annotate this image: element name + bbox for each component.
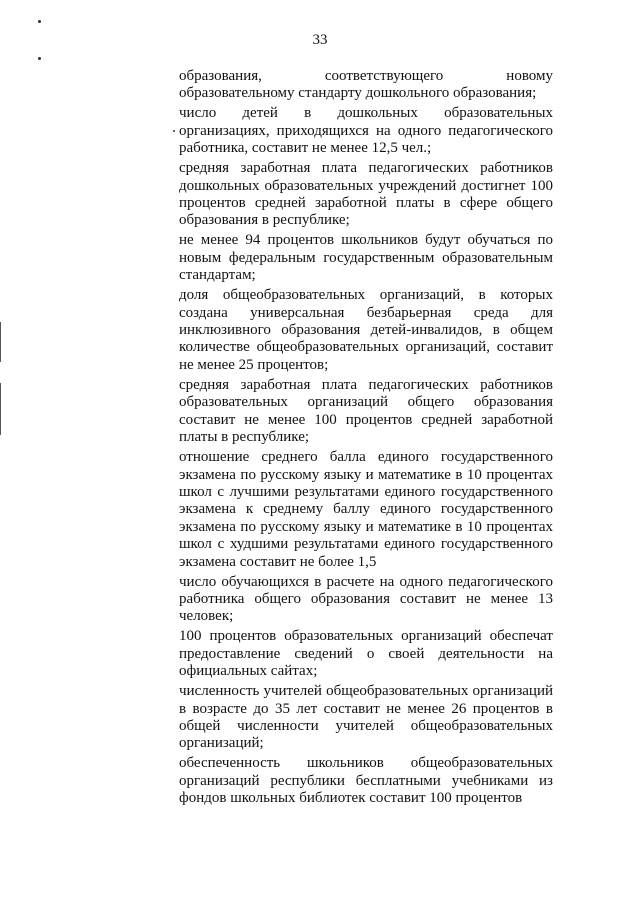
paragraph: отношение среднего балла единого государственного экзамена по русскому языку и математике в 10 процентах школ с лучшими результатами единого государственного экзамена к среднему баллу единого государственного экзамена по русскому языку и математике в 10 процентах школ с худшими результатами единого государственного экзамена составит не более 1,5 xyxy=(179,449,553,570)
paragraph: 100 процентов образовательных организаций обеспечат предоставление сведений о своей деятельности на официальных сайтах; xyxy=(179,628,553,680)
paragraph: доля общеобразовательных организаций, в которых создана универсальная безбарьерная среда для инклюзивного образования детей-инвалидов, в общем количестве общеобразовательных организаций, составит не менее 25 процентов; xyxy=(179,287,553,373)
scan-dot xyxy=(173,130,175,132)
paragraph: численность учителей общеобразовательных организаций в возрасте до 35 лет составит не менее 26 процентов в общей численности учителей общеобразовательных организаций; xyxy=(179,683,553,752)
paragraph: обеспеченность школьников общеобразовательных организаций республики бесплатными учебниками из фондов школьных библиотек составит 100 процентов xyxy=(179,755,553,807)
page-number: 33 xyxy=(312,32,328,48)
scan-edge-line xyxy=(0,322,1,362)
scan-dot xyxy=(38,57,41,60)
paragraph: образования, соответствующего новому образовательному стандарту дошкольного образования; xyxy=(179,68,553,102)
paragraph: средняя заработная плата педагогических работников образовательных организаций общего образования составит не менее 100 процентов средней заработной платы в республике; xyxy=(179,376,553,446)
paragraph: число обучающихся в расчете на одного педагогического работника общего образования составит не менее 13 человек; xyxy=(179,573,553,625)
scan-dot xyxy=(38,20,41,23)
paragraph: средняя заработная плата педагогических работников дошкольных образовательных учреждений достигнет 100 процентов средней заработной платы в сфере общего образования в республике; xyxy=(179,160,553,229)
paragraph: не менее 94 процентов школьников будут обучаться по новым федеральным государственным образовательным стандартам; xyxy=(179,232,553,284)
document-body xyxy=(179,68,553,810)
paragraph: число детей в дошкольных образовательных организациях, приходящихся на одного педагогического работника, составит не менее 12,5 чел.; xyxy=(179,105,553,157)
scan-edge-line xyxy=(0,383,1,435)
